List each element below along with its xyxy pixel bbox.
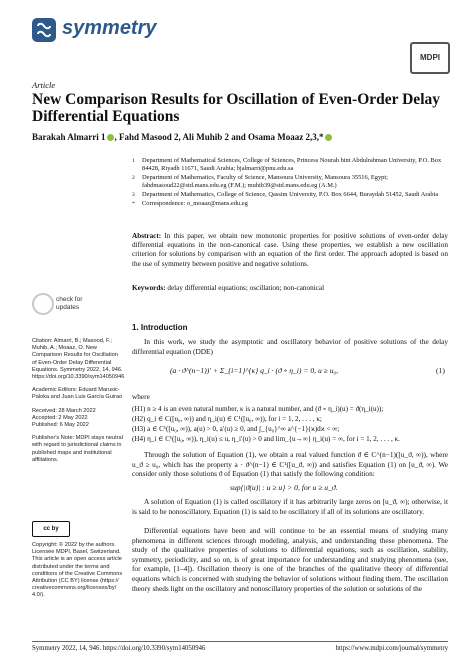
article-type: Article [32,80,56,90]
check-for-updates-badge[interactable]: check for updates [32,293,102,319]
affiliation-item: 3 Department of Mathematics, College of Science, Qassim University, P.O. Box 6644, Buraydah 51452, Saudi Arabia [132,191,439,198]
solution-paragraph: Through the solution of Equation (1), we obtain a real valued function ϑ ∈ C^(n−1)([u_ϑ, ∞)), where u_ϑ ≥ u₀, which has the property a · ϑ^(n−1) ∈ C¹([u_ϑ, ∞)) and satisfies Equation (1) on [u_ϑ, ∞). We consider only those solutions ϑ of Equation (1) that satisfy the following condition: [132,450,448,479]
equation-1: (a · ϑ^(n−1))′ + Σ_{i=1}^{κ} q_i · (ϑ ∘ η_i) = 0, u ≥ u₀, [170,366,339,375]
publisher-note: Publisher's Note: MDPI stays neutral with regard to jurisdictional claims in published maps and institutional affiliations. [32,435,123,463]
author: Ali Muhib 2 [182,132,230,142]
condition-h2: (H2) q_i ∈ C([u₀, ∞)) and η_i(u) ∈ C¹([u₀, ∞)), for i = 1, 2, . . . , κ; [132,415,322,423]
orcid-icon[interactable] [325,134,332,141]
mdpi-logo: MDPI [410,42,450,74]
condition-h4: (H4) η_i ∈ C¹([u₀, ∞)), η_i(u) ≤ u, η_i′(u) > 0 and lim_{u→∞} η_i(u) = ∞, for i = 1, 2, . . . , κ. [132,435,400,443]
footer-rule [32,641,448,642]
affiliation-item: 2 Department of Mathematics, Faculty of Science, Mansoura University, Mansoura 35516, Egypt; fahdmasoud22@std.mans.edu.eg (F.M.); muhib39@std.mans.edu.eg (A.M.) [132,174,388,189]
paper-title: New Comparison Results for Oscillation of Even-Order Delay Differential Equations [32,91,440,125]
author: Fahd Masood 2 [119,132,179,142]
journal-name: symmetry [62,17,157,39]
keywords [132,284,448,293]
affiliations [132,157,452,209]
sup-equation: sup{|ϑ(u)| : u ≥ u} > 0, for u ≥ u_ϑ. [230,483,338,492]
affiliation-item: * Correspondence: o_moaaz@mans.edu.eg [132,200,248,207]
oscillatory-paragraph: A solution of Equation (1) is called oscillatory if it has arbitrarily large zeros on [u_ϑ, ∞); otherwise, it is said to be nonoscillatory. Equation (1) is said to be oscillatory if all of its solutions are oscillatory. [132,497,448,516]
intro-paragraph: In this work, we study the asymptotic and oscillatory behavior of positive solutions of the delay differential equation (DDE) [132,337,448,356]
journal-logo-icon [32,18,56,42]
section-heading: 1. Introduction [132,323,188,332]
cc-license-icon[interactable]: cc by [32,521,70,537]
abstract-text: In this paper, we obtain new monotonic properties for positive solutions of even-order delay differential equations in the non-canonical case. Using these properties, we establish a new oscillation criterion for solutions by comparison with an equation of the first order. The approach adopted is based on the use of symmetry between positive and negative solutions. [132,232,448,268]
published-date: Published: 6 May 2022 [32,422,89,429]
affiliation-item: 1 Department of Mathematical Sciences, College of Sciences, Princess Nourah bint Abdulrahman University, P.O. Box 84428, Riyadh 11671, Saudi Arabia; bjalmarri@pnu.edu.sa [132,157,442,172]
condition-h1: (H1) n ≥ 4 is an even natural number, κ is a natural number, and (ϑ ∘ η_i)(u) = ϑ(η_i(u)); [132,405,384,413]
footer-citation[interactable]: Symmetry 2022, 14, 946. https://doi.org/10.3390/sym14050946 [32,645,206,652]
abstract [132,232,448,269]
where-label: where [132,392,150,401]
academic-editors: Academic Editors: Eduard Marusic-Paloka and Juan Luis García Guirao [32,387,123,401]
orcid-icon[interactable] [107,134,114,141]
keywords-text: delay differential equations; oscillation; non-canonical [167,284,325,292]
footer-journal-link[interactable]: https://www.mdpi.com/journal/symmetry [335,645,448,652]
sidebar-info [32,338,124,470]
body-paragraph: Differential equations have been and will continue to be an essential means of studying many phenomena in different sciences through modeling, analysis, and understanding these phenomena. The study of the qualitative properties of solutions to differential equations, such as oscillation, stability, symmetry, periodicity, and so on, is of great importance for understanding and studying phenomena (see, for example, [1–4]). Oscillation theory is one of the branches of the qualitative theory of differential equations which is concerned with studying the behavior of solutions without finding them. The oscillation theory sheds light on the oscillatory and nonoscillatory properties of the solution or solutions of the [132,526,448,593]
abstract-label: Abstract: [132,232,162,240]
received-date: Received: 28 March 2022 [32,407,96,414]
keywords-label: Keywords: [132,284,166,292]
page-footer [32,645,448,652]
condition-h3: (H3) a ∈ C¹([u₀, ∞)), a(u) > 0, a′(u) ≥ 0, and ∫_{u₀}^∞ a^{−1}(ϰ)dϰ < ∞; [132,425,340,433]
author-list: Barakah Almarri 1 , Fahd Masood 2, Ali Muhib 2 and Osama Moaaz 2,3,* [32,132,442,142]
author: and Osama Moaaz 2,3,* [231,132,324,142]
equation-number: (1) [436,366,445,375]
check-updates-icon [32,293,54,315]
citation: Citation: Almarri, B.; Masood, F.; Muhib, A.; Moaaz, O. New Comparison Results for Oscillation of Even-Order Delay Differential Equations. Symmetry 2022, 14, 946. https://doi.org/10.3390/sym14050946 [32,338,125,381]
copyright-notice: Copyright: © 2022 by the authors. Licensee MDPI, Basel, Switzerland. This article is an open access article distributed under the terms and conditions of the Creative Commons Attribution (CC BY) license (https:// creativecommons.org/licenses/by/ 4.0/). [32,542,123,599]
author: Barakah Almarri 1 [32,132,106,142]
accepted-date: Accepted: 2 May 2022 [32,414,88,421]
